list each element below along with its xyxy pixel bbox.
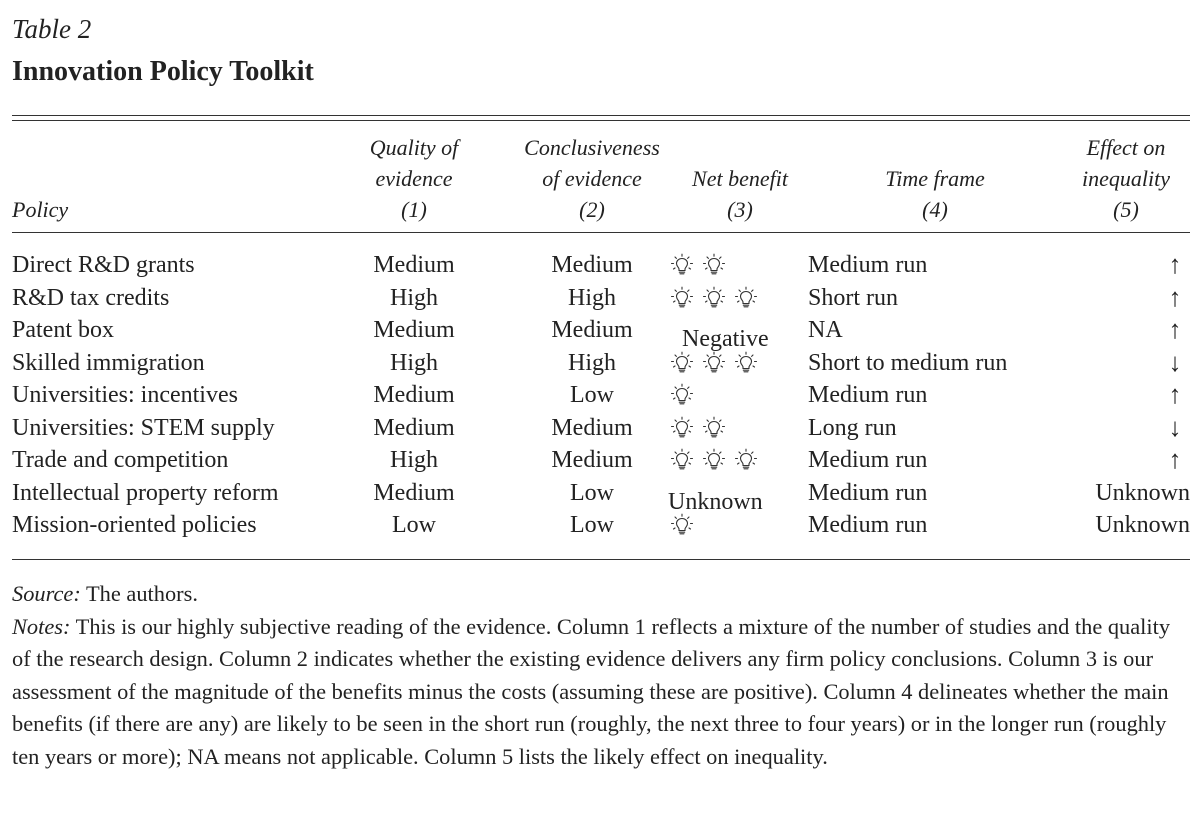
table-row [12,509,1190,541]
quality-cell: Medium [373,252,455,278]
net-benefit-cell [668,379,696,416]
policy-cell: Intellectual property reform [12,479,279,506]
inequality-cell [1160,282,1190,315]
policy-cell: Skilled immigration [12,349,205,376]
quality-cell: High [390,447,438,473]
time-frame-cell: NA [808,317,843,343]
lightbulb-icon [668,383,696,407]
lightbulb-icon [668,416,696,440]
table-title: Innovation Policy Toolkit [12,56,314,87]
policy-cell: Trade and competition [12,447,229,473]
lightbulb-icon [700,351,728,375]
arrow-down-icon: ↓ [1168,412,1182,442]
policy-cell: Patent box [12,317,114,343]
conclusiveness-cell: Medium [551,317,633,343]
arrow-up-icon: ↑ [1168,282,1182,312]
policy-cell: R&D tax credits [12,284,170,311]
net-benefit-cell: Unknown [668,488,763,515]
effect-text: Unknown [1095,479,1190,506]
conclusiveness-cell: Low [570,512,614,538]
bottom-rule [12,559,1190,560]
table-row [12,412,1190,444]
effect-text: Unknown [1095,512,1190,538]
lightbulb-icon [700,448,728,472]
quality-cell: Medium [373,317,455,343]
inequality-cell [1095,477,1190,509]
table-row [12,347,1190,379]
header-conclusiveness: Conclusiveness of evidence (2) [524,135,660,222]
net-benefit-cell [668,412,728,449]
time-frame-cell: Medium run [808,252,928,278]
table-row [12,249,1190,281]
table-notes [12,578,1190,773]
lightbulb-icon [732,448,760,472]
time-frame-cell: Short to medium run [808,349,1008,376]
lightbulb-icon [668,513,696,537]
quality-cell: Low [392,512,436,538]
header-net-benefit: Net benefit (3) [692,166,788,222]
source-line: Source: The authors. [12,581,198,606]
policy-cell: Universities: STEM supply [12,414,275,441]
net-benefit-cell [668,282,760,319]
net-benefit-cell [668,509,696,546]
time-frame-cell: Medium run [808,512,928,538]
time-frame-cell: Long run [808,414,897,441]
policy-cell: Mission-oriented policies [12,512,257,538]
quality-cell: Medium [373,382,455,408]
policy-cell: Universities: incentives [12,382,238,408]
arrow-up-icon: ↑ [1168,250,1182,279]
inequality-cell [1095,509,1190,541]
time-frame-cell: Medium run [808,382,928,408]
top-rule [12,115,1190,116]
table-row [12,282,1190,314]
table-label: Table 2 [12,14,92,44]
arrow-up-icon: ↑ [1168,380,1182,409]
time-frame-cell: Short run [808,284,898,311]
lightbulb-icon [700,253,728,277]
top-rule-second [12,120,1190,121]
inequality-cell [1160,379,1190,412]
header-policy: Policy [12,197,69,222]
quality-cell: High [390,349,438,376]
table-row [12,379,1190,411]
time-frame-cell: Medium run [808,479,928,506]
inequality-cell [1160,347,1190,380]
header-inequality: Effect on inequality (5) [1082,135,1170,222]
net-benefit-cell [668,444,760,481]
lightbulb-icon [668,448,696,472]
arrow-up-icon: ↑ [1168,315,1182,344]
lightbulb-icon [700,416,728,440]
header-quality: Quality of evidence (1) [369,135,459,222]
lightbulb-icon [700,286,728,310]
notes-paragraph: Notes: This is our highly subjective reading of the evidence. Column 1 reflects a mixture of the number of studies and the quality of the research design. Column 2 indicates whether the existing evidence delivers any firm policy conclusions. Column 3 is our assessment of the magnitude of the benefits minus the costs (assuming these are positive). Column 4 delineates whether the main benefits (if there are any) are likely to be seen in the short run (roughly, the next three to four years) or in the longer run (roughly ten years or more); NA means not applicable. Column 5 lists the likely effect on inequality. [12,613,1171,769]
table-row [12,477,1190,515]
policy-cell: Direct R&D grants [12,252,195,278]
table-row [12,444,1190,476]
time-frame-cell: Medium run [808,447,928,473]
inequality-cell [1160,444,1190,477]
net-benefit-cell: Negative [682,326,769,352]
net-benefit-cell [668,347,760,384]
header-rule [12,232,1190,233]
quality-cell: Medium [373,479,455,506]
conclusiveness-cell: Medium [551,414,633,441]
quality-cell: Medium [373,414,455,441]
conclusiveness-cell: Medium [551,447,633,473]
conclusiveness-cell: High [568,284,616,311]
inequality-cell [1160,412,1190,445]
lightbulb-icon [668,253,696,277]
lightbulb-icon [732,351,760,375]
quality-cell: High [390,284,438,311]
lightbulb-icon [732,286,760,310]
net-benefit-cell [668,249,728,286]
conclusiveness-cell: Low [570,479,614,506]
inequality-cell [1160,249,1190,282]
conclusiveness-cell: Low [570,382,614,408]
conclusiveness-cell: Medium [551,252,633,278]
lightbulb-icon [668,286,696,310]
conclusiveness-cell: High [568,349,616,376]
arrow-down-icon: ↓ [1168,347,1182,377]
lightbulb-icon [668,351,696,375]
arrow-up-icon: ↑ [1168,445,1182,474]
table-row [12,314,1190,352]
header-time-frame: Time frame (4) [885,166,985,222]
inequality-cell [1160,314,1190,347]
